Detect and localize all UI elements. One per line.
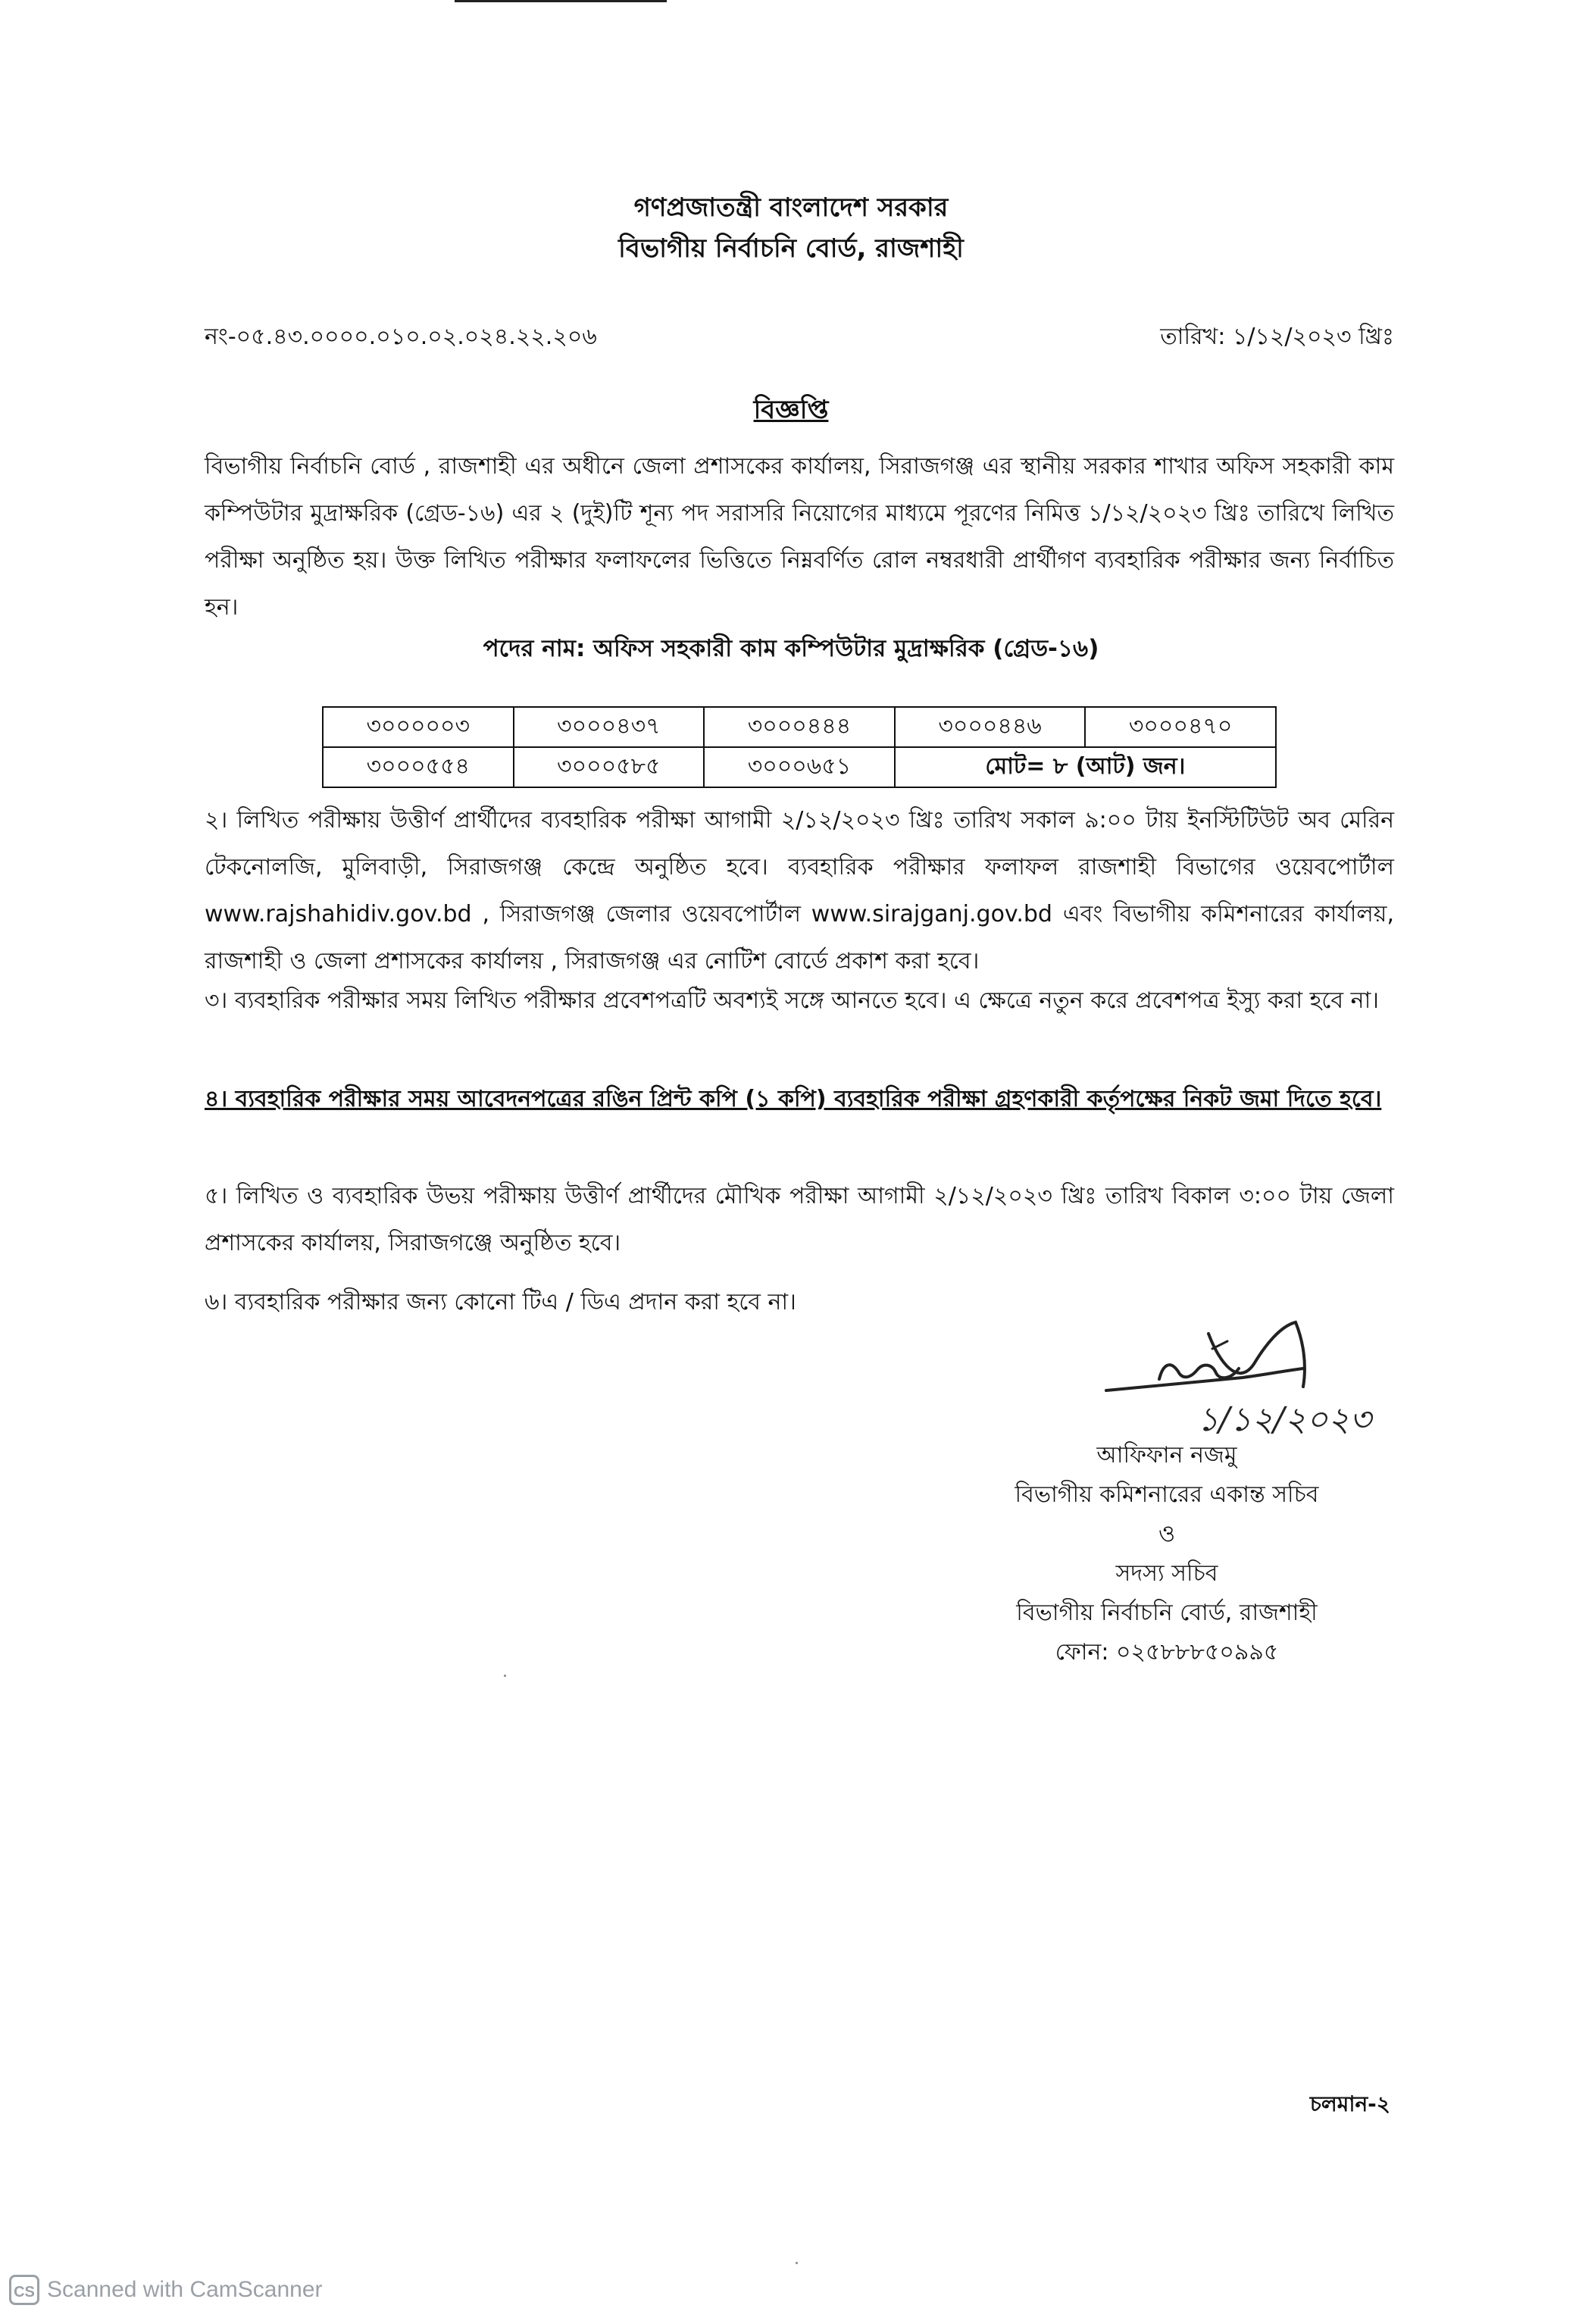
roll-cell: ৩০০০৪৪৬ [895, 707, 1086, 747]
watermark-text: Scanned with CamScanner [47, 2277, 323, 2302]
board-heading: বিভাগীয় নির্বাচনি বোর্ড, রাজশাহী [618, 233, 964, 264]
conjunction: ও [1158, 1521, 1176, 1547]
scan-speck [504, 1675, 506, 1677]
camscanner-watermark [9, 2275, 323, 2305]
paragraph-2: ২। লিখিত পরীক্ষায় উত্তীর্ণ প্রার্থীদের ব্যবহারিক পরীক্ষা আগামী ২/১২/২০২৩ খ্রিঃ তারিখ সকাল ৯:০০ টায় ইনস্টিটিউট অব মেরিন টেকনোলজি, মুলিবাড়ী, সিরাজগঞ্জ কেন্দ্রে অনুষ্ঠিত হবে। ব্যবহারিক পরীক্ষার ফলাফল রাজশাহী বিভাগের ওয়েবপোর্টাল www.rajshahidiv.gov.bd , সিরাজগঞ্জ জেলার ওয়েবপোর্টাল www.sirajganj.gov.bd এবং বিভাগীয় কমিশনারের কার্যালয়, রাজশাহী ও জেলা প্রশাসকের কার্যালয় , সিরাজগঞ্জ এর নোটিশ বোর্ডে প্রকাশ করা হবে। [205, 807, 1394, 974]
government-heading: গণপ্রজাতন্ত্রী বাংলাদেশ সরকার [633, 192, 949, 223]
paragraph-1: বিভাগীয় নির্বাচনি বোর্ড , রাজশাহী এর অধীনে জেলা প্রশাসকের কার্যালয়, সিরাজগঞ্জ এর স্থানীয় সরকার শাখার অফিস সহকারী কাম কম্পিউটার মুদ্রাক্ষরিক (গ্রেড-১৬) এর ২ (দুই)টি শূন্য পদ সরাসরি নিয়োগের মাধ্যমে পূরণের নিমিত্ত ১/১২/২০২৩ খ্রিঃ তারিখে লিখিত পরীক্ষা অনুষ্ঠিত হয়। উক্ত লিখিত পরীক্ষার ফলাফলের ভিত্তিতে নিম্নবর্ণিত রোল নম্বরধারী প্রার্থীগণ ব্যবহারিক পরীক্ষার জন্য নির্বাচিত হন। [205, 453, 1394, 621]
total-count-cell: মোট= ৮ (আট) জন। [895, 747, 1276, 787]
memo-number: নং-০৫.৪৩.০০০০.০১০.০২.০২৪.২২.২০৬ [205, 324, 597, 350]
post-name: পদের নাম: অফিস সহকারী কাম কম্পিউটার মুদ্রাক্ষরিক (গ্রেড-১৬) [483, 635, 1099, 662]
roll-number-table [322, 706, 1277, 788]
roll-cell: ৩০০০৬৫১ [704, 747, 895, 787]
scan-speck [796, 2262, 798, 2264]
table-row [323, 707, 1276, 747]
paragraph-6: ৬। ব্যবহারিক পরীক্ষার জন্য কোনো টিএ / ডিএ প্রদান করা হবে না। [205, 1289, 796, 1315]
signatory-role: সদস্য সচিব [1115, 1560, 1218, 1587]
roll-cell: ৩০০০৪৭০ [1085, 707, 1276, 747]
table-row [323, 747, 1276, 787]
paragraph-4: ৪। ব্যবহারিক পরীক্ষার সময় আবেদনপত্রের রঙিন প্রিন্ট কপি (১ কপি) ব্যবহারিক পরীক্ষা গ্রহণকারী কর্তৃপক্ষের নিকট জমা দিতে হবে। [205, 1086, 1382, 1112]
roll-cell: ৩০০০৫৫৪ [323, 747, 514, 787]
roll-cell: ৩০০০৫৮৫ [514, 747, 705, 787]
handwritten-date: ১/১২/২০২৩ [1197, 1400, 1371, 1439]
roll-cell: ৩০০০০০৩ [323, 707, 514, 747]
continued-marker: চলমান-২ [1309, 2091, 1390, 2116]
notice-title: বিজ্ঞপ্তি [753, 395, 829, 425]
signatory-phone: ফোন: ০২৫৮৮৮৫০৯৯৫ [1055, 1639, 1279, 1666]
signatory-office: বিভাগীয় নির্বাচনি বোর্ড, রাজশাহী [1016, 1600, 1318, 1626]
roll-cell: ৩০০০৪৪৪ [704, 707, 895, 747]
camscanner-logo-icon: CS [9, 2275, 39, 2305]
paragraph-3: ৩। ব্যবহারিক পরীক্ষার সময় লিখিত পরীক্ষার প্রবেশপত্রটি অবশ্যই সঙ্গে আনতে হবে। এ ক্ষেত্রে নতুন করে প্রবেশপত্র ইস্যু করা হবে না। [205, 987, 1379, 1014]
signature-block [955, 1436, 1379, 1672]
signatory-name: আফিফান নজমু [1096, 1442, 1237, 1469]
signatory-designation: বিভাগীয় কমিশনারের একান্ত সচিব [1015, 1481, 1319, 1508]
memo-date: তারিখ: ১/১২/২০২৩ খ্রিঃ [1160, 324, 1394, 350]
scan-edge-line [455, 0, 667, 2]
paragraph-5: ৫। লিখিত ও ব্যবহারিক উভয় পরীক্ষায় উত্তীর্ণ প্রার্থীদের মৌখিক পরীক্ষা আগামী ২/১২/২০২৩ খ্রিঃ তারিখ বিকাল ৩:০০ টায় জেলা প্রশাসকের কার্যালয়, সিরাজগঞ্জে অনুষ্ঠিত হবে। [205, 1183, 1394, 1256]
roll-cell: ৩০০০৪৩৭ [514, 707, 705, 747]
